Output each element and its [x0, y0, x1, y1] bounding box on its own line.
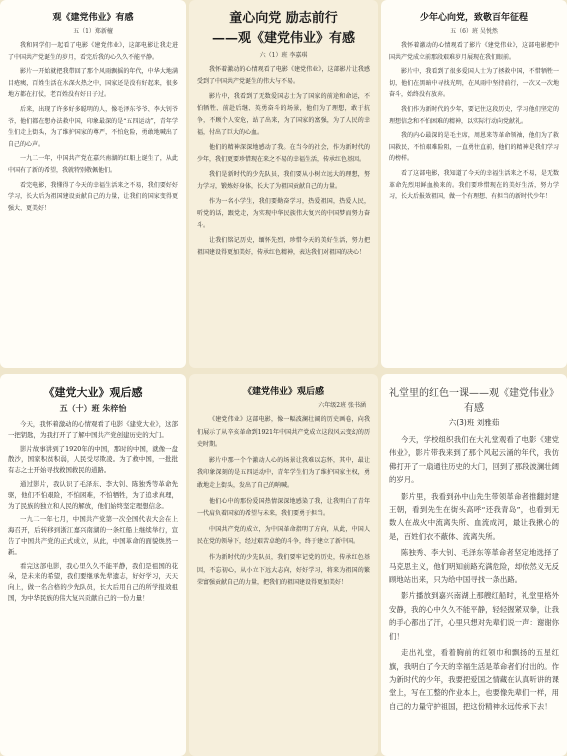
essay-paragraph: 一九二一年七月，中国共产党第一次全国代表大会在上海召开，后转移到浙江嘉兴南湖的一条红船上继续举行，宣告了中国共产党的正式成立，从此，中国革命的面貌焕然一新。: [8, 515, 178, 556]
essay-title: 童心向党 励志前行: [229, 11, 338, 26]
essay-body: [389, 433, 559, 713]
essay-body: [8, 419, 178, 604]
essay-paragraph: 看了这部电影，我知道了今天的幸福生活来之不易，是无数革命先烈用鲜血换来的。我们要珍惜现在的美好生活，努力学习，长大后报效祖国，做一个有理想、有担当的新时代少年！: [389, 169, 559, 201]
essay-paragraph: 后来，出现了许多好多聪明的人，像毛泽东爷爷、李大钊爷爷，他们都在想办法救中国，印象最深的是“五四运动”，青年学生们走上街头，为了维护国家的尊严，不怕危险，勇敢地喊出了自己的心声。: [8, 105, 178, 148]
essay-paragraph: 中国共产党的成立，为中国革命指明了方向，从此，中国人民在党的领导下，经过艰苦卓绝的斗争，终于建立了新中国。: [197, 525, 370, 546]
essay-paragraph: 影片一开始就把我带回了那个风雨飘摇的年代，中华大地满目疮痍，百姓生活在水深火热之中，国家还是没有好起来，很多地方都在打仗，老百姓没有好日子过。: [8, 68, 178, 99]
essay-title: 礼堂里的红色一课——观《建党伟业》有感: [389, 388, 559, 414]
essay-paragraph: 陈独秀、李大钊、毛泽东等革命者坚定地选择了马克思主义，他们明知前路充满危险，却依然义无反顾地站出来，只为给中国寻找一条出路。: [389, 548, 559, 585]
essay-title: 观《建党伟业》有感: [52, 13, 134, 23]
essay-byline: 五（1）郑新檀: [73, 28, 113, 35]
essay-card-3: [381, 0, 567, 368]
essay-paragraph: 今天，学校组织我们在大礼堂观看了电影《建党伟业》，影片带我来到了那个风起云涌的年代，我仿佛打开了一扇通往历史的大门，回到了那段波澜壮阔的岁月。: [389, 435, 559, 485]
essay-title: 《建党大业》观后感: [43, 386, 143, 399]
essay-paragraph: 我们作为新时代的少年，要记住这段历史，学习他们坚定的理想信念和不怕困难的精神，以实际行动向党献礼。: [389, 105, 559, 125]
essay-paragraph: 我和同学们一起看了电影《建党伟业》，这部电影让我走进了中国共产党诞生的岁月，看完后我的心久久不能平静。: [8, 42, 178, 61]
essay-subtitle: ——观《建党伟业》有感: [211, 31, 355, 46]
essay-paragraph: 让我们铭记历史，缅怀先烈，珍惜今天的美好生活，努力把祖国建设得更加美好，传承红色精神，表达我们对祖国的决心！: [197, 237, 370, 256]
essay-paragraph: 作为新时代的少先队员，我们要牢记党的历史，传承红色基因，不忘初心，从小立下远大志向，好好学习，将来为祖国的繁荣富强贡献自己的力量，把我们的祖国建设得更加美好！: [197, 553, 370, 587]
essay-paragraph: 作为一名小学生，我们要勤奋学习，热爱祖国，热爱人民，听党的话，跟党走，为实现中华民族伟大复兴的中国梦而努力奋斗。: [197, 198, 370, 229]
essay-title: 少年心向党，致敬百年征程: [419, 13, 528, 23]
essay-byline: 五（十）班 朱梓怡: [59, 403, 127, 413]
essay-card-4: [0, 374, 186, 756]
essay-paragraph: 影片中，我看到了无数爱国志士为了国家的前途和命运，不怕牺牲、前赴后继、英勇奋斗的场景，他们为了理想，敢于抗争，不顾个人安危，站了出来，为了国家的富强，为了人民的幸福，付出了巨大的心血。: [197, 93, 370, 136]
essay-paragraph: 他们的精神深深地感动了我。在当今的社会，作为新时代的少年，我们更要珍惜现在来之不易的幸福生活，传承红色基因。: [197, 144, 370, 163]
essay-paragraph: 走出礼堂，看着胸前的红领巾和飘扬的五星红旗，我明白了今天的幸福生活是革命者们付出的。作为新时代的少年，我要把爱国之情藏在认真听讲的课堂上，写在工整的作业本上，也要像先辈们一样，用自己的力量守护祖国，把这份精神永远传承下去！: [389, 648, 559, 711]
essay-paragraph: 我怀着激动的心情观看了影片《建党伟业》，这部电影把中国共产党成立前那段艰难岁月展现在我们眼前。: [389, 42, 559, 61]
essay-paragraph: 通过影片，我认识了毛泽东、李大钊、陈独秀等革命先驱，他们不怕艰险，不怕困难，不怕牺牲，为了追求真理，为了民族的独立和人民的解放，他们始终坚定理想信念。: [8, 479, 178, 510]
essay-paragraph: 他们心中的那份爱国热情深深地感染了我，让我明白了青年一代肩负着国家的希望与未来，我们要勇于担当。: [197, 497, 370, 518]
essay-paragraph: 影片里，我看到孙中山先生带领革命者推翻封建王朝，看到先生在街头高呼“还我青岛”，也看到无数人在战火中流离失所、血流成河，最让我揪心的是，百姓们衣不蔽体、流离失所。: [389, 491, 559, 541]
essay-byline: 六(3)班 刘雅茹: [448, 418, 500, 427]
essay-paragraph: 影片故事讲到了1920年的中国，那时的中国，就像一盘散沙，国家积贫积弱，人民受尽欺凌。为了救中国，一批批有志之士开始寻找救国救民的道路。: [8, 444, 178, 475]
essay-card-2: [189, 0, 378, 368]
essay-paragraph: 影片中，我看到了很多爱国人士为了拯救中国，不惜牺牲一切，他们在黑暗中寻找光明，在风雨中坚持前行，一次又一次地奋斗，始终没有放弃。: [389, 68, 559, 99]
essay-byline: 五（6）班 吴悦然: [450, 28, 498, 35]
essay-card-6: [381, 374, 567, 756]
essay-body: [389, 40, 559, 203]
essay-paragraph: 看完电影，我懂得了今天的幸福生活来之不易，我们要好好学习，长大后为祖国建设贡献自己的力量，让我们的国家变得更强大、更美好！: [8, 181, 178, 212]
essay-paragraph: 一九二一年，中国共产党在嘉兴南湖的红船上诞生了，从此中国有了新的希望，我就特别敬佩他们。: [8, 155, 178, 174]
essay-paragraph: 我的内心最深的是毛主席，周恩来等革命领袖，他们为了救国救民，不怕艰难险阻，一直勇往直前，他们的精神是我们学习的榜样。: [389, 132, 559, 163]
essay-byline: 六年级2班 张书涵: [318, 402, 366, 409]
essay-title: 《建党伟业》观后感: [242, 387, 324, 397]
essay-card-5: [189, 374, 378, 756]
essay-paragraph: 我们是新时代的少先队员，我们要从小树立远大的理想，努力学习，锻炼好身体，长大了为祖国贡献自己的力量。: [197, 171, 370, 190]
essay-byline: 六（1）班 李嘉琪: [259, 52, 308, 59]
essay-paragraph: 影片播放到嘉兴南湖上那艘红船时，礼堂里格外安静，我的心中久久不能平静，轻轻握紧双拳，让我的手心都出了汗，心里只想对先辈们说一声：谢谢你们！: [389, 591, 559, 641]
essay-paragraph: 《建党伟业》这部电影，像一幅波澜壮阔的历史画卷，向我们展示了从辛亥革命到1921年中国共产党成立这段风云变幻的历史时期。: [197, 416, 370, 449]
essay-paragraph: 我怀着激动的心情观看了电影《建党伟业》，这部影片让我感受到了中国共产党诞生的伟大与不易。: [197, 66, 370, 85]
essay-paragraph: 看完这部电影，我心里久久不能平静，我们是祖国的花朵，是未来的希望，我们要继承先辈遗志，好好学习，天天向上，做一名合格的少先队员，长大后用自己的所学报效祖国，为中华民族的伟大复兴贡献自己的一份力量！: [8, 561, 178, 602]
essay-paragraph: 今天，我怀着激动的心情观看了电影《建党大业》，这部一把钥匙，为我打开了了解中国共产党创建历史的大门。: [8, 420, 178, 439]
essay-body: [197, 64, 370, 259]
essay-body: [8, 40, 178, 214]
essay-body: [197, 414, 370, 590]
essay-paragraph: 影片中那一个个激动人心的场景让我难以忘怀，其中，最让我印象深刻的是五四运动中，青年学生们为了维护国家主权，勇敢地走上街头，发出了自己的呐喊。: [197, 456, 370, 489]
essay-card-1: [0, 0, 186, 368]
